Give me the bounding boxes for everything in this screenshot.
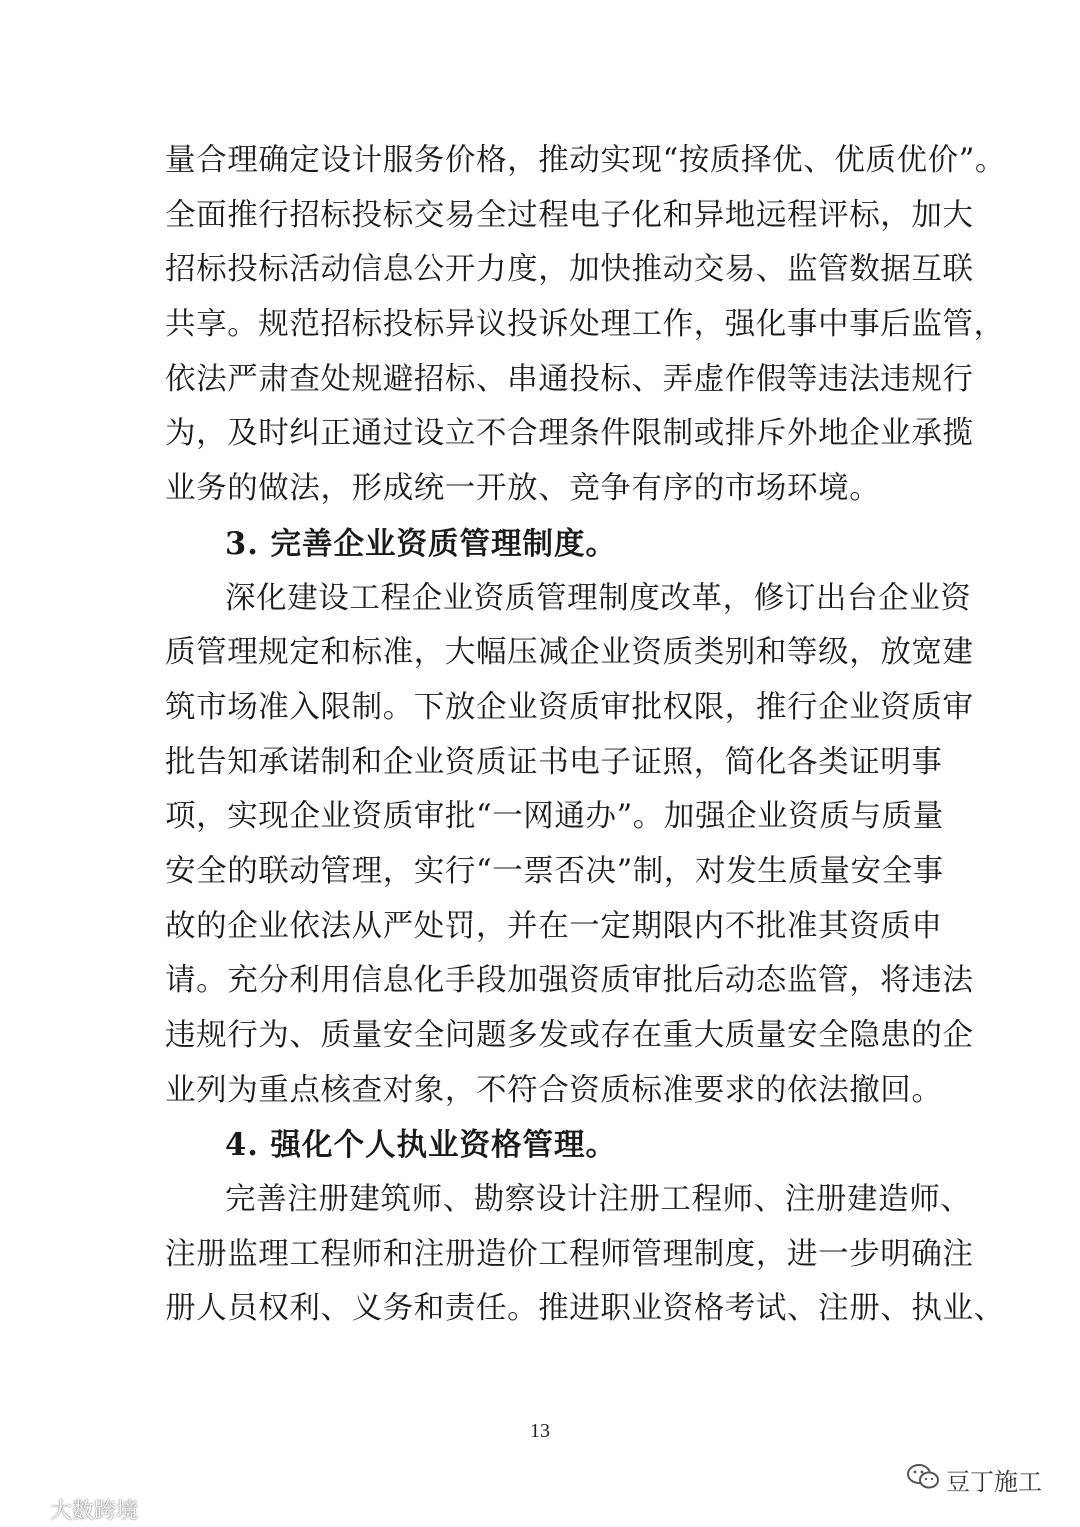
text-line: 注册监理工程师和注册造价工程师管理制度，进一步明确注 (165, 1236, 974, 1272)
body-text (165, 134, 1006, 1337)
text-line: 量合理确定设计服务价格，推动实现“按质择优、优质优价”。 (165, 143, 1006, 178)
text-line: 安全的联动管理，实行“一票否决”制，对发生质量安全事 (165, 853, 944, 889)
watermark-right (906, 1462, 1042, 1497)
watermark-right-text: 豆丁施工 (946, 1468, 1042, 1496)
text-line: 招标投标活动信息公开力度，加快推动交易、监管数据互联 (165, 252, 974, 288)
text-line: 项，实现企业资质审批“一网通办”。加强企业资质与质量 (165, 799, 944, 835)
section-heading-3: 3. 完善企业资质管理制度。 (225, 525, 617, 562)
text-line: 故的企业依法从严处罚，并在一定期限内不批准其资质申 (165, 908, 943, 944)
text-line: 完善注册建筑师、勘察设计注册工程师、注册建造师、 (225, 1182, 972, 1218)
text-line: 依法严肃查处规避招标、串通投标、弄虚作假等违法违规行 (165, 361, 974, 397)
text-line: 册人员权利、义务和责任。推进职业资格考试、注册、执业、 (165, 1291, 1005, 1327)
text-line: 请。充分利用信息化手段加强资质审批后动态监管，将违法 (165, 963, 974, 999)
text-line: 业列为重点核查对象，不符合资质标准要求的依法撤回。 (165, 1072, 943, 1108)
watermark-left (6, 1494, 138, 1525)
text-line: 质管理规定和标准，大幅压减企业资质类别和等级，放宽建 (165, 635, 974, 671)
weibo-icon (6, 1495, 46, 1525)
text-line: 业务的做法，形成统一开放、竞争有序的市场环境。 (165, 471, 881, 507)
section-heading-4: 4. 强化个人执业资格管理。 (225, 1127, 617, 1164)
text-line: 为，及时纠正通过设立不合理条件限制或排斥外地企业承揽 (165, 416, 974, 452)
text-line: 共享。规范招标投标异议投诉处理工作，强化事中事后监管， (165, 307, 1005, 343)
page-number: 13 (530, 1420, 550, 1442)
text-line: 深化建设工程企业资质管理制度改革，修订出台企业资 (225, 580, 972, 616)
wechat-icon (906, 1463, 940, 1497)
text-line: 全面推行招标投标交易全过程电子化和异地远程评标，加大 (165, 197, 974, 233)
text-line: 筑市场准入限制。下放企业资质审批权限，推行企业资质审 (165, 689, 974, 725)
text-line: 违规行为、质量安全问题多发或存在重大质量安全隐患的企 (165, 1018, 974, 1053)
watermark-left-text: 大数跨境 (50, 1499, 139, 1524)
text-line: 批告知承诺制和企业资质证书电子证照，简化各类证明事 (165, 744, 943, 780)
